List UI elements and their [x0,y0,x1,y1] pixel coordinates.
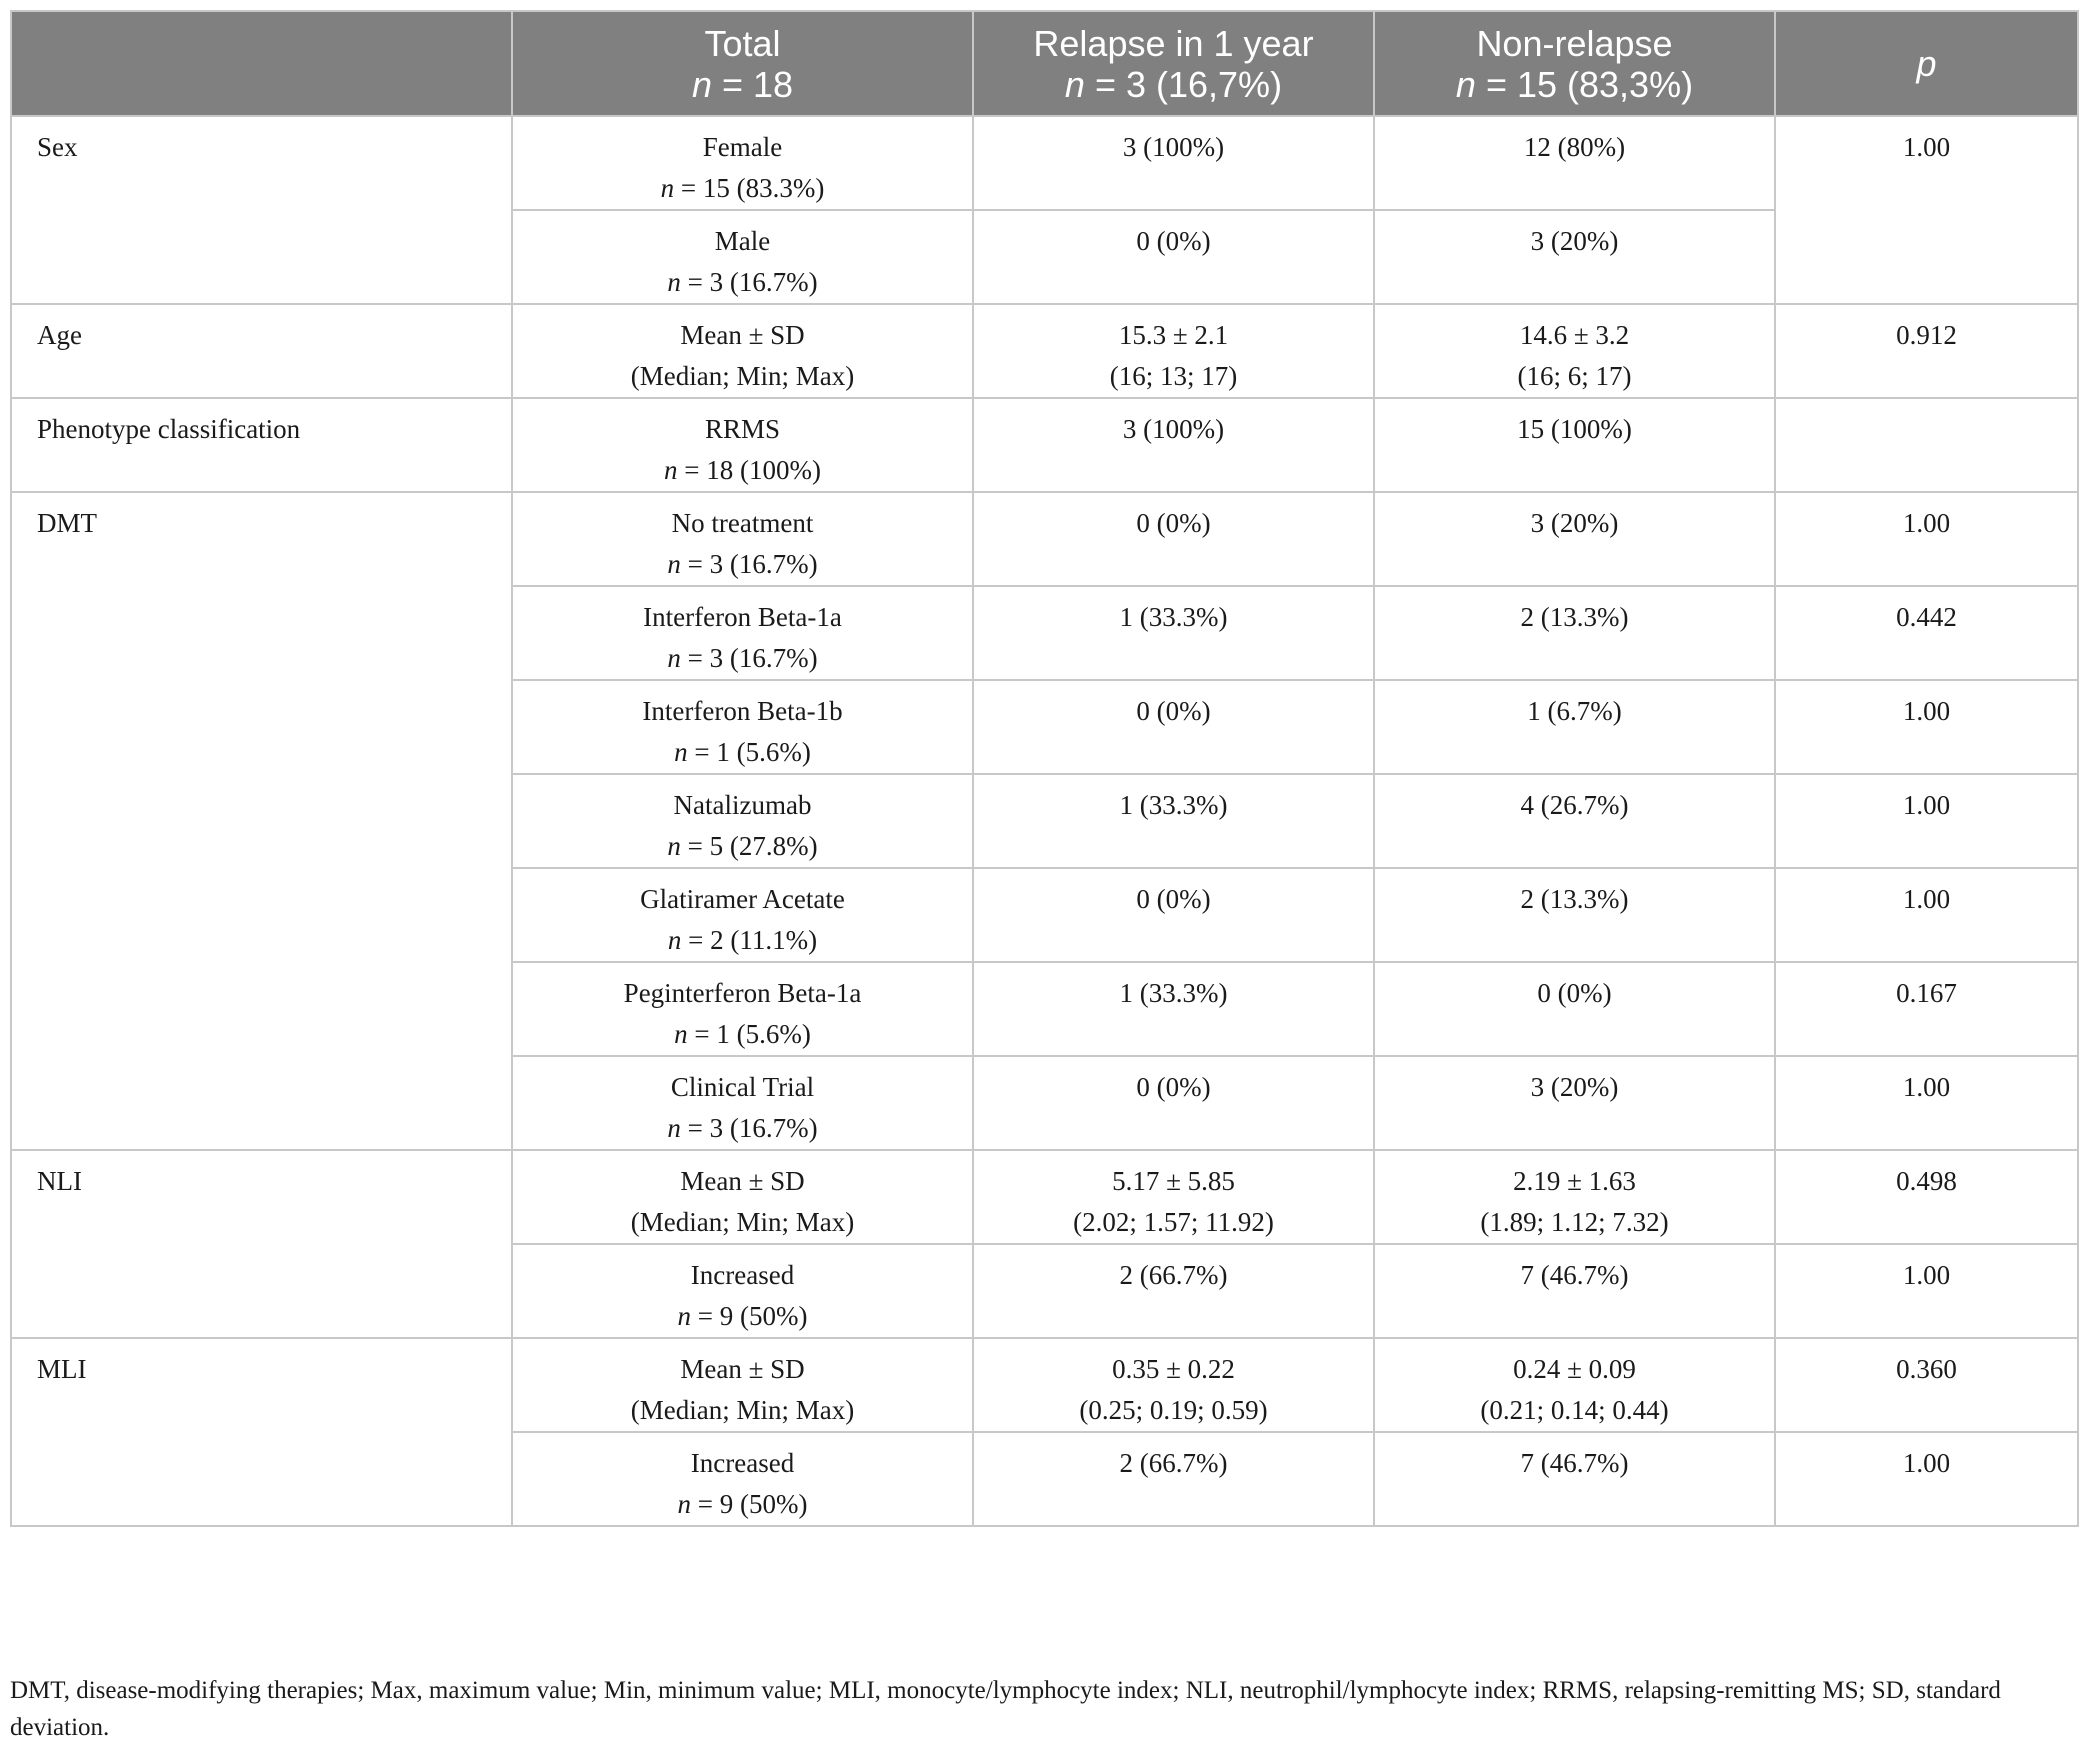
row-non-relapse-value-line1: 4 (26.7%) [1520,790,1629,820]
row-relapse-value-line1: 1 (33.3%) [1119,602,1228,632]
row-relapse-value [973,492,1374,586]
row-relapse-value [973,1338,1374,1432]
row-subgroup-line2: n = 18 (100%) [664,455,821,485]
row-p-value: 0.498 [1775,1150,2078,1244]
row-subgroup [512,680,973,774]
row-relapse-value [973,116,1374,210]
row-relapse-value-line1: 1 (33.3%) [1119,790,1228,820]
row-subgroup [512,304,973,398]
row-relapse-value-line2: (2.02; 1.57; 11.92) [1073,1207,1274,1237]
row-p-value: 1.00 [1775,680,2078,774]
row-subgroup-line2: n = 2 (11.1%) [667,925,818,955]
header-relapse [973,11,1374,116]
table-row [11,116,2078,210]
row-relapse-value-line1: 2 (66.7%) [1119,1448,1228,1478]
row-relapse-value-line1: 15.3 ± 2.1 [1118,320,1229,350]
row-non-relapse-value-line1: 7 (46.7%) [1520,1260,1629,1290]
row-variable: Sex [11,116,512,304]
row-relapse-value-line1: 0 (0%) [1136,696,1211,726]
row-non-relapse-value-line1: 3 (20%) [1530,508,1619,538]
header-relapse-n-symbol: n [1064,63,1085,105]
row-variable: DMT [11,492,512,1150]
header-total [512,11,973,116]
row-subgroup [512,1338,973,1432]
row-subgroup [512,586,973,680]
row-subgroup-line2: n = 5 (27.8%) [667,831,818,861]
row-subgroup-line2: n = 1 (5.6%) [674,737,811,767]
row-non-relapse-value-line1: 15 (100%) [1517,414,1632,444]
row-subgroup-line1: Interferon Beta-1b [642,696,843,726]
row-non-relapse-value [1374,1150,1775,1244]
row-subgroup-line1: Mean ± SD [680,1354,805,1384]
row-non-relapse-value-line1: 2.19 ± 1.63 [1513,1166,1636,1196]
row-subgroup-line1: Mean ± SD [680,320,805,350]
table-body [11,116,2078,1526]
row-non-relapse-value [1374,398,1775,492]
row-subgroup [512,1150,973,1244]
row-subgroup [512,1244,973,1338]
row-non-relapse-value-line1: 7 (46.7%) [1520,1448,1629,1478]
row-relapse-value [973,586,1374,680]
row-subgroup-line1: Interferon Beta-1a [643,602,842,632]
row-subgroup [512,1432,973,1526]
row-subgroup [512,116,973,210]
table-row [11,398,2078,492]
row-subgroup-line2: n = 1 (5.6%) [674,1019,811,1049]
row-subgroup-line1: Increased [690,1260,795,1290]
header-relapse-title: Relapse in 1 year [1033,22,1314,64]
row-subgroup-line2: n = 3 (16.7%) [667,549,818,579]
header-p-value [1775,11,2078,116]
row-non-relapse-value-line1: 2 (13.3%) [1520,884,1629,914]
table-row [11,492,2078,586]
header-non-relapse-n-symbol: n [1455,63,1476,105]
row-non-relapse-value-line2: (0.21; 0.14; 0.44) [1480,1395,1669,1425]
row-relapse-value-line1: 0 (0%) [1136,226,1211,256]
header-total-n-symbol: n [691,63,712,105]
row-relapse-value [973,1244,1374,1338]
row-subgroup [512,492,973,586]
row-non-relapse-value [1374,962,1775,1056]
row-subgroup-line1: Increased [690,1448,795,1478]
row-subgroup-line1: Male [714,226,771,256]
row-subgroup-line2: (Median; Min; Max) [630,1207,855,1237]
row-non-relapse-value [1374,586,1775,680]
row-variable: Age [11,304,512,398]
row-non-relapse-value-line1: 14.6 ± 3.2 [1519,320,1630,350]
row-non-relapse-value [1374,1432,1775,1526]
row-non-relapse-value [1374,210,1775,304]
row-relapse-value [973,680,1374,774]
row-subgroup-line2: (Median; Min; Max) [630,1395,855,1425]
row-non-relapse-value-line1: 1 (6.7%) [1527,696,1622,726]
header-non-relapse-n: = 15 (83,3%) [1475,63,1694,105]
row-non-relapse-value-line2: (16; 6; 17) [1517,361,1632,391]
row-non-relapse-value [1374,492,1775,586]
header-non-relapse [1374,11,1775,116]
row-non-relapse-value [1374,1056,1775,1150]
row-non-relapse-value [1374,1244,1775,1338]
header-total-title: Total [704,22,781,64]
row-non-relapse-value-line1: 0.24 ± 0.09 [1513,1354,1636,1384]
row-subgroup [512,210,973,304]
row-non-relapse-value-line1: 12 (80%) [1523,132,1626,162]
row-subgroup [512,962,973,1056]
header-variable [11,11,512,116]
row-p-value: 1.00 [1775,1244,2078,1338]
header-relapse-n: = 3 (16,7%) [1084,63,1283,105]
row-non-relapse-value [1374,774,1775,868]
table-row [11,1150,2078,1244]
row-relapse-value-line1: 3 (100%) [1122,132,1225,162]
row-relapse-value-line1: 0 (0%) [1136,1072,1211,1102]
patient-characteristics-table [10,10,2079,1527]
row-relapse-value-line1: 0 (0%) [1136,884,1211,914]
row-relapse-value-line1: 0 (0%) [1136,508,1211,538]
row-p-value: 0.442 [1775,586,2078,680]
row-non-relapse-value [1374,680,1775,774]
row-p-value: 1.00 [1775,1056,2078,1150]
row-subgroup [512,868,973,962]
row-subgroup-line2: n = 3 (16.7%) [667,643,818,673]
row-non-relapse-value-line1: 3 (20%) [1530,1072,1619,1102]
row-subgroup [512,398,973,492]
row-subgroup-line2: n = 9 (50%) [677,1489,808,1519]
row-subgroup-line1: RRMS [704,414,781,444]
row-variable: NLI [11,1150,512,1338]
row-subgroup-line1: No treatment [671,508,814,538]
row-relapse-value [973,1432,1374,1526]
row-relapse-value [973,1150,1374,1244]
row-relapse-value [973,868,1374,962]
row-subgroup-line1: Peginterferon Beta-1a [623,978,862,1008]
row-relapse-value-line1: 2 (66.7%) [1119,1260,1228,1290]
row-non-relapse-value-line1: 3 (20%) [1530,226,1619,256]
row-subgroup-line1: Clinical Trial [670,1072,815,1102]
row-subgroup-line1: Glatiramer Acetate [640,884,845,914]
table-row [11,304,2078,398]
header-non-relapse-title: Non-relapse [1476,22,1673,64]
row-relapse-value-line1: 3 (100%) [1122,414,1225,444]
row-relapse-value [973,774,1374,868]
row-relapse-value [973,398,1374,492]
row-non-relapse-value-line1: 0 (0%) [1537,978,1612,1008]
row-subgroup-line2: n = 3 (16.7%) [667,1113,818,1143]
row-p-value: 0.360 [1775,1338,2078,1432]
row-subgroup [512,1056,973,1150]
header-p-label: p [1916,43,1937,84]
row-p-value: 1.00 [1775,1432,2078,1526]
header-row [11,11,2078,116]
row-p-value: 0.167 [1775,962,2078,1056]
row-subgroup-line1: Female [702,132,783,162]
row-p-value: 1.00 [1775,868,2078,962]
row-relapse-value-line2: (0.25; 0.19; 0.59) [1079,1395,1268,1425]
row-p-value: 0.912 [1775,304,2078,398]
row-non-relapse-value-line2: (1.89; 1.12; 7.32) [1480,1207,1669,1237]
row-relapse-value [973,304,1374,398]
table-container [10,10,2077,1527]
row-p-value: 1.00 [1775,116,2078,304]
row-variable: Phenotype classification [11,398,512,492]
row-p-value: 1.00 [1775,774,2078,868]
table-row [11,1338,2078,1432]
row-relapse-value [973,210,1374,304]
row-relapse-value [973,1056,1374,1150]
row-relapse-value-line1: 1 (33.3%) [1119,978,1228,1008]
row-variable: MLI [11,1338,512,1526]
row-subgroup-line2: n = 9 (50%) [677,1301,808,1331]
row-relapse-value-line1: 0.35 ± 0.22 [1112,1354,1235,1384]
row-subgroup-line2: n = 3 (16.7%) [667,267,818,297]
table-footnote: DMT, disease-modifying therapies; Max, maximum value; Min, minimum value; MLI, monocyte/lymphocyte index; NLI, neutrophil/lymphocyte index; RRMS, relapsing-remitting MS; SD, standard deviation. [10,1677,2001,1741]
row-non-relapse-value [1374,1338,1775,1432]
header-total-n: = 18 [711,63,794,105]
row-subgroup-line1: Mean ± SD [680,1166,805,1196]
row-relapse-value-line2: (16; 13; 17) [1109,361,1238,391]
row-non-relapse-value [1374,304,1775,398]
row-relapse-value-line1: 5.17 ± 5.85 [1112,1166,1235,1196]
row-non-relapse-value-line1: 2 (13.3%) [1520,602,1629,632]
row-subgroup-line1: Natalizumab [673,790,812,820]
row-subgroup-line2: n = 15 (83.3%) [660,173,825,203]
row-p-value [1775,398,2078,492]
row-non-relapse-value [1374,116,1775,210]
row-subgroup-line2: (Median; Min; Max) [630,361,855,391]
row-subgroup [512,774,973,868]
row-p-value: 1.00 [1775,492,2078,586]
row-relapse-value [973,962,1374,1056]
row-non-relapse-value [1374,868,1775,962]
